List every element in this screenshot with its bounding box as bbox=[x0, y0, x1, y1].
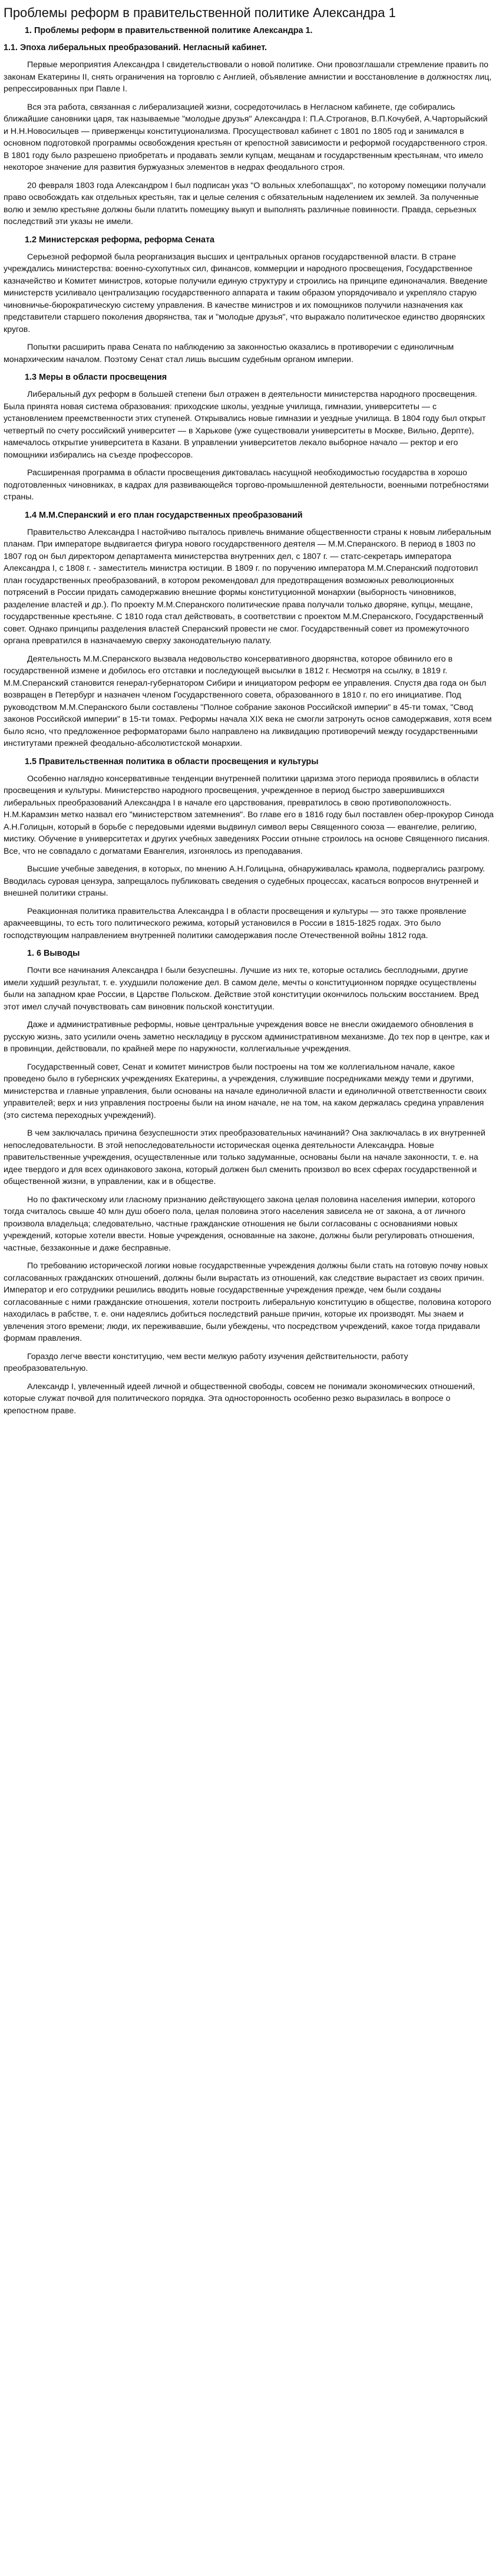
paragraph: Первые мероприятия Александра I свидетельствовали о новой политике. Они провозглашали стремление править по законам Екатерины II, снять ограничения на торговлю с Англией, объявление амнистии и восстановление в должностях лиц, репрессированных при Павле I. bbox=[4, 60, 492, 94]
paragraph: Высшие учебные заведения, в которых, по мнению А.Н.Голицына, обнаруживалась крамола, подвергались разгрому. Вводилась суровая цензура, запрещалось публиковать сведения о судебных процессах, касаться вопросов внутренней и внешней политики страны. bbox=[4, 864, 485, 898]
paragraph: В чем заключалась причина безуспешности этих преобразовательных начинаний? Она заключалась в их внутренней непоследовательности. В этой непоследовательности историческая оценка деятельности Александра. Новые правительственные учреждения, осуществленные или только задуманные, основаны были на начале законности, т. е. на идее твердого и для всех одинакового закона, который должен был сменить произвол во всех сферах государственной и общественной жизни, в управлении, как и в обществе. bbox=[4, 1129, 485, 1186]
section-heading: 1.2 Министерская реформа, реформа Сената bbox=[25, 235, 215, 245]
document-body bbox=[4, 25, 494, 1417]
paragraph: Деятельность М.М.Сперанского вызвала недовольство консервативного дворянства, которое обвинило его в государственной измене и добилось его отставки и последующей высылки в 1812 г. Несмотря на ссылку, в 1819 г. М.М.Сперанский становится генерал-губернатором Сибири и инициатором реформ ее управления. Спустя два года он был возвращен в Петербург и назначен членом Государственного совета, образованного в 1810 г. по его инициативе. Под руководством М.М.Сперанского были составлены "Полное собрание законов Российской империи" в 45-ти томах, "Свод законов Российской империи" в 15-ти томах. Реформы начала XIX века не смогли затронуть основ самодержавия, хотя всем было ясно, что предложенное реформаторами было направлено на ликвидацию противоречий между государственными институтами прежней феодально-абсолютистской монархии. bbox=[4, 654, 492, 748]
paragraph: Государственный совет, Сенат и комитет министров были построены на том же коллегиальном начале, какое проведено было в губернских учреждениях Екатерины, а учреждения, служившие посредниками между теми и другими, министерства и главные управления, были основаны на начале единоличной власти и единоличной ответственности своих управителей; верх и низ управления построены были на ином начале, не на том, на каком держалась средина управления (это система переходных учреждений). bbox=[4, 1062, 487, 1120]
page-title: Проблемы реформ в правительственной политике Александра 1 bbox=[4, 5, 396, 20]
paragraph: Либеральный дух реформ в большей степени был отражен в деятельности министерства народного просвещения. Была принята новая система образования: приходские школы, уездные училища, гимназии, университеты — с установлением преемственности этих ступеней. Открывались новые гимназии и уездные училища. В 1804 году был открыт четвертый по счету российский университет — в Харькове (уже существовали университеты в Москве, Вильно, Дерпте), намечалось открытие университета в Казани. В управлении университетов лекало выборное начало — ректор и его помощники избирались на съезде профессоров. bbox=[4, 390, 486, 460]
paragraph: Гораздо легче ввести конституцию, чем вести мелкую работу изучения действительности, работу преобразовательную. bbox=[4, 1351, 408, 1373]
paragraph: По требованию исторической логики новые государственные учреждения должны были стать на готовую почву новых согласованных гражданских отношений, должны были вырастать из отношений, как следствие вырастает из своих причин. Император и его сотрудники решились вводить новые государственные учреждения прежде, чем были созданы согласованные с ними гражданские отношения, хотели построить либеральную конституцию в обществе, половина которого находилась в рабстве, т. е. они надеялись добиться последствий раньше причин, которые их производят. Мы знаем и увлечения этого времени; люди, их переживавшие, были убеждены, что посредством учреждений, какое тогда придавали формам правления. bbox=[4, 1261, 491, 1343]
paragraph: Вся эта работа, связанная с либерализацией жизни, сосредоточилась в Негласном кабинете, где собирались ближайшие сановники царя, так называемые "молодые друзья" Александра I: П.А.Строганов, В.П.Кочубей, А.Чарторыйский и Н.Н.Новосильцев — приверженцы конституционализма. Просуществовал кабинет с 1801 по 1805 год и занимался в основном подготовкой программы освобождения крестьян от крепостной зависимости и реформой государственного строя. В 1801 году было разрешено приобретать и продавать земли купцам, мещанам и государственным крестьянам, что имело некоторое значение для развития буржуазных элементов в недрах феодального строя. bbox=[4, 102, 488, 172]
section-heading: 1.1. Эпоха либеральных преобразований. Негласный кабинет. bbox=[4, 43, 267, 52]
paragraph: Даже и административные реформы, новые центральные учреждения вовсе не внесли ожидаемого обновления в русскую жизнь, зато усилили очень заметно нескладицу в русском административном механизме. До тех пор в центре, как и в провинции, действовали, по крайней мере по наружности, коллегиальные учреждения. bbox=[4, 1020, 490, 1054]
paragraph: Александр I, увлеченный идеей личной и общественной свободы, совсем не понимали экономических отношений, которые служат почвой для политического порядка. Эта односторонность особенно резко выразилась в вопросе о крепостном праве. bbox=[4, 1381, 475, 1416]
paragraph: 20 февраля 1803 года Александром I был подписан указ "О вольных хлебопашцах", по которому помещики получали право освобождать как отдельных крестьян, так и целые селения с обязательным наделением их землей. За полученные волю и землю крестьяне должны были платить помещику выкуп и выполнять различные повинности. Правда, серьезных последствий эти указы не имели. bbox=[4, 180, 486, 226]
paragraph: Почти все начинания Александра I были безуспешны. Лучшие из них те, которые остались бесплодными, другие имели худший результат, т. е. ухудшили положение дел. В самом деле, мечты о конституционном порядке осуществлены были на западном крае России, в Царстве Польском. Действие этой конституции окончилось польским восстанием. Вред этот имел случай почувствовать сам виновник польской конституции. bbox=[4, 966, 479, 1012]
paragraph: Расширенная программа в области просвещения диктовалась насущной необходимостью государства в хорошо подготовленных чиновниках, в кадрах для развивающейся торгово-промышленной деятельности, военными потребностями страны. bbox=[4, 468, 489, 502]
section-heading: 1.3 Меры в области просвещения bbox=[25, 373, 167, 382]
paragraph: Но по фактическому или гласному признанию действующего закона целая половина населения империи, которого тогда считалось свыше 40 млн душ обоего пола, целая половина этого населения зависела не от закона, а от личного произвола владельца; следовательно, частные гражданские отношения не были согласованы с основаниями новых учреждений, которые хотели ввести. Новые учреждения, основанные на законе, должны были регулировать отношения, частные, беззаконные и даже бесправные. bbox=[4, 1195, 475, 1253]
section-heading: 1.4 М.М.Сперанский и его план государственных преобразований bbox=[25, 510, 303, 520]
paragraph: Особенно наглядно консервативные тенденции внутренней политики царизма этого периода проявились в области просвещения и культуры. Министерство народного просвещения, учрежденное в период быстро завершившихся либеральных преобразований Александра I в начале его царствования, превратилось в свою противоположность. Н.М.Карамзин метко назвал его "министерством затемнения". Во главе его в 1816 году был поставлен обер-прокурор Синода А.Н.Голицын, который в борьбе с передовыми идеями выдвинул символ веры Священного союза — евангелие, религию, мистику. Обучение в университетах и других учебных заведениях России отныне строилось на основе Священного писания. Все, что не совпадало с догматами Евангелия, изгонялось из преподавания. bbox=[4, 774, 494, 856]
section-heading: 1. 6 Выводы bbox=[27, 949, 80, 958]
paragraph: Правительство Александра I настойчиво пыталось привлечь внимание общественности страны к новым либеральным планам. При императоре выдвигается фигура нового государственного деятеля — М.М.Сперанского. В период в 1803 по 1807 год он был директором департамента министерства внутренних дел, с 1807 г. — статс-секретарь императора Александра I, с 1808 г. - заместитель министра юстиции. В 1809 г. по поручению императора М.М.Сперанский подготовил план государственных преобразований, в котором рекомендовал для предотвращения возможных революционных потрясений в России придать самодержавию внешние формы конституционной монархии (выборность чиновников, разделение властей и др.). По проекту М.М.Сперанского политические права получали только дворяне, купцы, мещане, государственные крестьяне. С 1810 года стал действовать, в соответствии с проектом М.М.Сперанского, Государственный совет. Однако принципы разделения властей Сперанский провести не смог. Государственный совет из промежуточного органа превратился в назначаемую сверху законодательную палату. bbox=[4, 527, 491, 646]
paragraph: Попытки расширить права Сената по наблюдению за законностью оказались в противоречии с единоличным монархическим началом. Поэтому Сенат стал лишь высшим судебным органом империи. bbox=[4, 343, 454, 364]
section-heading: 1.5 Правительственная политика в области просвещения и культуры bbox=[25, 756, 319, 766]
paragraph: Реакционная политика правительства Александра I в области просвещения и культуры — это также проявление аракчеевщины, то есть того политического режима, который установился в России в 1815-1825 годах. Это было господствующим направлением внутренней политики самодержавия после Отечественной войны 1812 года. bbox=[4, 906, 467, 940]
paragraph: Серьезной реформой была реорганизация высших и центральных органов государственной власти. В стране учреждались министерства: военно-сухопутных сил, финансов, коммерции и народного просвещения, Государственное казначейство и Комитет министров, которые получили единую структуру и строились на принципе единоначалия. Введение министерств усиливало централизацию государственного аппарата и таким образом упорядочивало и укрепляло старую чиновничье-бюрократическую систему управления. В качестве министров и их помощников получили назначения как представители старшего поколения дворянства, так и "молодые друзья", что выражало политическое единство дворянских кругов. bbox=[4, 252, 488, 334]
section-heading: 1. Проблемы реформ в правительственной политике Александра 1. bbox=[25, 26, 313, 35]
